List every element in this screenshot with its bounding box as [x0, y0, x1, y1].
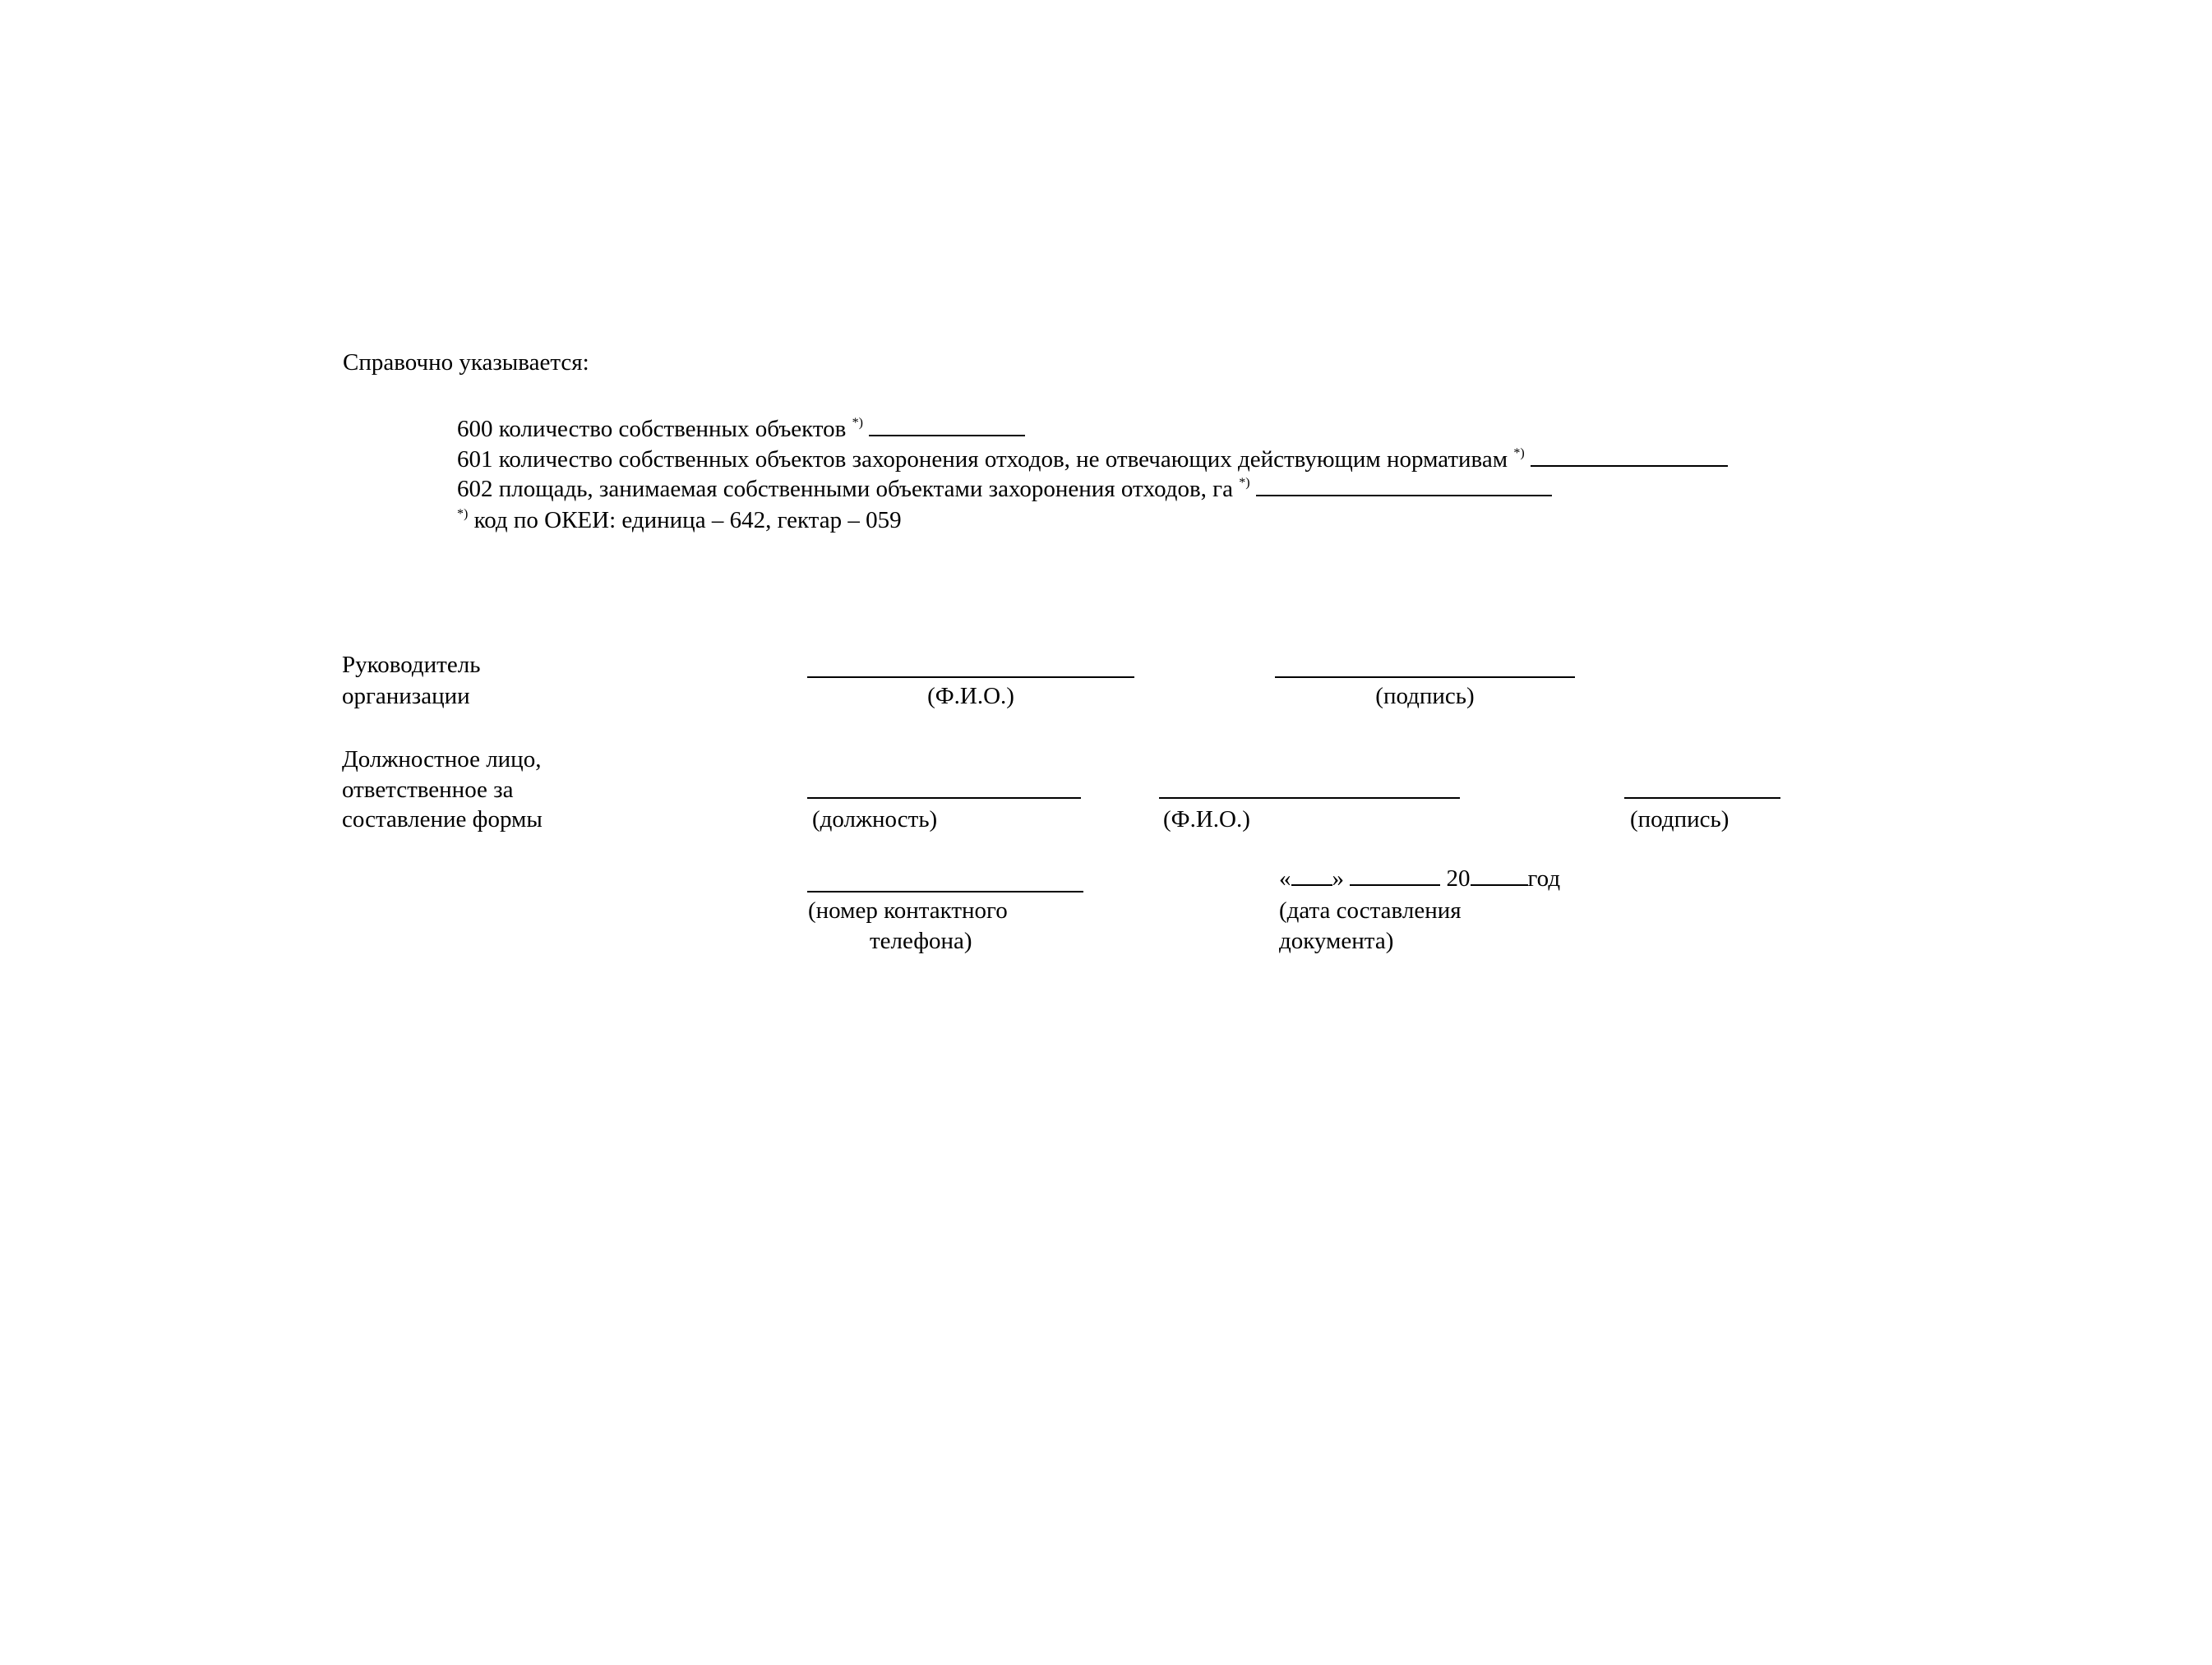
phone-caption-line1: (номер контактного	[808, 897, 1008, 924]
head-signature-field[interactable]	[1275, 676, 1575, 678]
official-fio-field[interactable]	[1159, 797, 1460, 799]
date-close-quote: »	[1332, 865, 1344, 892]
official-label-line2: ответственное за	[342, 777, 514, 803]
item-602-footnote-marker: *)	[1239, 476, 1250, 490]
item-601-footnote-marker: *)	[1513, 446, 1525, 460]
head-fio-field[interactable]	[807, 676, 1134, 678]
official-fio-caption: (Ф.И.О.)	[1163, 806, 1250, 832]
footnote-marker: *)	[457, 507, 469, 521]
date-line	[1279, 865, 1560, 892]
official-position-field[interactable]	[807, 797, 1081, 799]
item-601-label: 601 количество собственных объектов захоронения отходов, не отвечающих действующим нормативам	[457, 446, 1508, 473]
official-signature-caption: (подпись)	[1630, 806, 1729, 832]
official-label-line3: составление формы	[342, 806, 543, 832]
official-label-line1: Должностное лицо,	[342, 746, 542, 773]
date-caption-line1: (дата составления	[1279, 897, 1462, 924]
official-signature-field[interactable]	[1624, 797, 1780, 799]
date-day-field[interactable]	[1291, 868, 1332, 886]
date-year-field[interactable]	[1471, 868, 1528, 886]
official-position-caption: (должность)	[812, 806, 938, 832]
item-602	[457, 469, 1552, 503]
item-600	[457, 409, 1025, 443]
head-label-line2: организации	[342, 683, 470, 709]
phone-caption-line2: телефона)	[870, 928, 972, 954]
date-month-field[interactable]	[1350, 868, 1440, 886]
date-year-word: год	[1527, 865, 1561, 892]
item-602-field[interactable]	[1256, 478, 1552, 496]
item-600-field[interactable]	[869, 418, 1025, 436]
head-signature-caption: (подпись)	[1375, 683, 1475, 709]
phone-field[interactable]	[807, 891, 1083, 892]
item-600-label: 600 количество собственных объектов	[457, 416, 847, 442]
head-fio-caption: (Ф.И.О.)	[927, 683, 1014, 709]
item-600-footnote-marker: *)	[852, 416, 863, 430]
item-602-label: 602 площадь, занимаемая собственными объектами захоронения отходов, га	[457, 476, 1233, 502]
date-caption-line2: документа)	[1279, 928, 1394, 954]
item-601-field[interactable]	[1531, 449, 1728, 467]
footnote-text: код по ОКЕИ: единица – 642, гектар – 059	[473, 507, 902, 533]
item-601	[457, 440, 1728, 473]
date-open-quote: «	[1279, 865, 1291, 892]
date-century: 20	[1446, 865, 1471, 892]
footnote	[457, 500, 902, 534]
head-label-line1: Руководитель	[342, 652, 481, 678]
intro-text: Справочно указывается:	[343, 349, 589, 376]
